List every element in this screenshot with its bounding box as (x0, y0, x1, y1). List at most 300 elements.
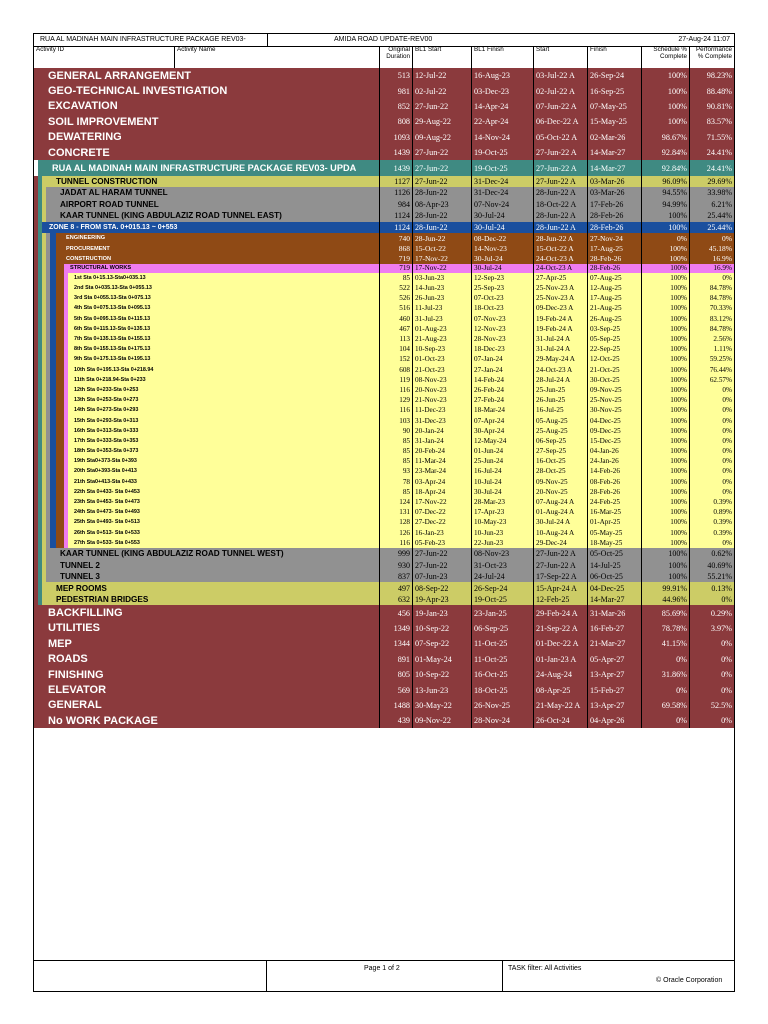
cell-blf: 28-Mar-23 (471, 497, 533, 507)
cell-bls: 09-Aug-22 (412, 130, 471, 145)
table-row-wbs3[interactable] (34, 210, 734, 222)
cell-f: 07-May-25 (587, 99, 641, 114)
activity-name: TUNNEL 2 (60, 560, 100, 570)
cell-sc: 100% (641, 517, 689, 527)
cell-sc: 100% (641, 395, 689, 405)
cell-bls: 11-Jul-23 (412, 303, 471, 313)
cell-blf: 23-Jan-25 (471, 605, 533, 620)
cell-f: 27-Nov-24 (587, 233, 641, 243)
table-row-wbs2[interactable] (34, 176, 734, 188)
activity-name: CONCRETE (48, 146, 110, 159)
cell-dur: 104 (379, 344, 412, 354)
cell-f: 21-Mar-27 (587, 636, 641, 651)
cell-dur: 113 (379, 334, 412, 344)
cell-bls: 03-Apr-24 (412, 477, 471, 487)
col-activity-id[interactable]: Activity ID (36, 46, 64, 53)
cell-f: 12-Aug-25 (587, 283, 641, 293)
cell-pc: 16.9% (689, 254, 734, 264)
cell-sc: 100% (641, 405, 689, 415)
table-row-task[interactable] (34, 324, 734, 334)
col-finish[interactable]: Finish (587, 46, 641, 68)
cell-f: 21-Aug-25 (587, 303, 641, 313)
table-row-task[interactable] (34, 426, 734, 436)
table-row-wbs1[interactable] (34, 605, 734, 620)
cell-sc: 0% (641, 652, 689, 667)
cell-bls: 31-Jan-24 (412, 436, 471, 446)
cell-pc: 0% (689, 594, 734, 606)
cell-sc: 100% (641, 507, 689, 517)
cell-s: 17-Sep-22 A (533, 571, 587, 583)
cell-dur: 131 (379, 507, 412, 517)
cell-pc: 0% (689, 395, 734, 405)
table-row-task[interactable] (34, 527, 734, 537)
column-divider (379, 728, 380, 960)
cell-bls: 12-Jul-22 (412, 68, 471, 83)
col-duration[interactable]: Original Duration (379, 46, 412, 68)
cell-dur: 984 (379, 199, 412, 211)
cell-pc: 0% (689, 273, 734, 283)
cell-dur: 129 (379, 395, 412, 405)
cell-f: 28-Feb-26 (587, 487, 641, 497)
cell-f: 31-Mar-26 (587, 605, 641, 620)
table-row-task[interactable] (34, 344, 734, 354)
cell-bls: 07-Dec-22 (412, 507, 471, 517)
cell-f: 16-Mar-25 (587, 507, 641, 517)
cell-f: 04-Dec-25 (587, 582, 641, 594)
cell-dur: 930 (379, 559, 412, 571)
cell-s: 29-Feb-24 A (533, 605, 587, 620)
cell-dur: 90 (379, 426, 412, 436)
activity-name: PEDESTRIAN BRIDGES (56, 595, 149, 605)
activity-name: ZONE 8 - FROM STA. 0+015.13 ~ 0+553 (49, 223, 178, 231)
cell-f: 09-Nov-25 (587, 385, 641, 395)
table-row-wbs3[interactable] (34, 559, 734, 571)
cell-blf: 07-Nov-24 (471, 199, 533, 211)
activity-name: 6th Sta 0+115.13-Sta 0+135.13 (74, 325, 151, 332)
cell-s: 27-Jun-22 A (533, 160, 587, 175)
filter-label: TASK filter: All Activities (508, 965, 582, 972)
cell-pc: 0% (689, 652, 734, 667)
cell-dur: 456 (379, 605, 412, 620)
cell-blf: 31-Dec-24 (471, 187, 533, 199)
cell-dur: 1127 (379, 176, 412, 188)
cell-dur: 460 (379, 314, 412, 324)
cell-sc: 100% (641, 446, 689, 456)
table-row-task[interactable] (34, 405, 734, 415)
cell-dur: 526 (379, 293, 412, 303)
cell-dur: 85 (379, 487, 412, 497)
page-number: Page 1 of 2 (364, 965, 400, 972)
cell-pc: 0.13% (689, 582, 734, 594)
cell-sc: 100% (641, 487, 689, 497)
cell-sc: 94.55% (641, 187, 689, 199)
table-row-project[interactable] (34, 160, 734, 175)
table-row-wbs2[interactable] (34, 582, 734, 594)
cell-pc: 0.39% (689, 497, 734, 507)
table-row-wbs1[interactable] (34, 667, 734, 682)
cell-s: 28-Jun-22 A (533, 233, 587, 243)
activity-name: 4th Sta 0+075.13-Sta 0+095.13 (74, 305, 151, 312)
table-row-task[interactable] (34, 293, 734, 303)
cell-blf: 19-Oct-25 (471, 145, 533, 160)
cell-sc: 100% (641, 436, 689, 446)
table-row-task[interactable] (34, 487, 734, 497)
cell-pc: 40.69% (689, 559, 734, 571)
cell-bls: 28-Jun-22 (412, 187, 471, 199)
cell-pc: 0.39% (689, 527, 734, 537)
cell-sc: 100% (641, 210, 689, 222)
cell-s: 12-Feb-25 (533, 594, 587, 606)
cell-pc: 0.39% (689, 517, 734, 527)
cell-pc: 16.9% (689, 264, 734, 273)
cell-pc: 0% (689, 436, 734, 446)
cell-dur: 85 (379, 456, 412, 466)
cell-pc: 0% (689, 487, 734, 497)
cell-pc: 0.62% (689, 548, 734, 560)
activity-name: FINISHING (48, 668, 104, 681)
cell-dur: 85 (379, 273, 412, 283)
cell-s: 29-Dec-24 (533, 538, 587, 548)
cell-dur: 852 (379, 99, 412, 114)
cell-blf: 07-Jan-24 (471, 354, 533, 364)
cell-bls: 21-Oct-23 (412, 364, 471, 374)
cell-dur: 891 (379, 652, 412, 667)
table-row-zone[interactable] (34, 222, 734, 234)
column-header (34, 46, 734, 69)
cell-f: 16-Sep-25 (587, 83, 641, 98)
activity-name: 5th Sta 0+095.13-Sta 0+115.13 (74, 315, 151, 322)
cell-f: 17-Aug-25 (587, 293, 641, 303)
cell-bls: 10-Sep-22 (412, 667, 471, 682)
cell-dur: 805 (379, 667, 412, 682)
cell-s: 28-Jun-22 A (533, 187, 587, 199)
table-row-wbs3[interactable] (34, 571, 734, 583)
activity-name: 26th Sta 0+513- Sta 0+533 (74, 529, 140, 536)
cell-sc: 100% (641, 477, 689, 487)
cell-pc: 0.29% (689, 605, 734, 620)
table-row-task[interactable] (34, 273, 734, 283)
cell-dur: 513 (379, 68, 412, 83)
cell-pc: 1.11% (689, 344, 734, 354)
cell-s: 26-Oct-24 (533, 713, 587, 728)
column-divider (587, 728, 588, 960)
cell-blf: 28-Nov-23 (471, 334, 533, 344)
table-row-task[interactable] (34, 385, 734, 395)
activity-name: 16th Sta 0+313-Sta 0+333 (74, 427, 139, 434)
cell-blf: 30-Jul-24 (471, 264, 533, 273)
cell-bls: 01-Oct-23 (412, 354, 471, 364)
table-row-group[interactable] (34, 254, 734, 264)
cell-f: 25-Nov-25 (587, 395, 641, 405)
cell-s: 27-Jun-22 A (533, 559, 587, 571)
cell-s: 05-Oct-22 A (533, 130, 587, 145)
cell-blf: 03-Dec-23 (471, 83, 533, 98)
cell-dur: 868 (379, 243, 412, 253)
table-row-task[interactable] (34, 303, 734, 313)
cell-sc: 100% (641, 68, 689, 83)
cell-s: 21-Sep-22 A (533, 621, 587, 636)
cell-dur: 103 (379, 415, 412, 425)
table-row-wbs1[interactable] (34, 713, 734, 728)
table-row-group[interactable] (34, 243, 734, 253)
cell-f: 06-Oct-25 (587, 571, 641, 583)
cell-dur: 999 (379, 548, 412, 560)
cell-dur: 119 (379, 375, 412, 385)
activity-name: 15th Sta 0+293-Sta 0+313 (74, 417, 139, 424)
cell-sc: 92.84% (641, 160, 689, 175)
cell-pc: 98.23% (689, 68, 734, 83)
cell-blf: 27-Feb-24 (471, 395, 533, 405)
table-row-task[interactable] (34, 456, 734, 466)
cell-dur: 497 (379, 582, 412, 594)
cell-pc: 0.89% (689, 507, 734, 517)
cell-s: 28-Jun-22 A (533, 210, 587, 222)
cell-bls: 08-Nov-23 (412, 375, 471, 385)
cell-dur: 719 (379, 254, 412, 264)
cell-f: 13-Apr-27 (587, 698, 641, 713)
cell-f: 15-May-25 (587, 114, 641, 129)
cell-blf: 14-Feb-24 (471, 375, 533, 385)
col-activity-name[interactable]: Activity Name (174, 46, 379, 68)
table-row-wbs1[interactable] (34, 99, 734, 114)
table-row-task[interactable] (34, 415, 734, 425)
cell-s: 15-Oct-22 A (533, 243, 587, 253)
activity-name: AIRPORT ROAD TUNNEL (60, 199, 159, 209)
cell-bls: 05-Feb-23 (412, 538, 471, 548)
cell-f: 30-Oct-25 (587, 375, 641, 385)
cell-blf: 31-Oct-23 (471, 559, 533, 571)
cell-blf: 10-Jun-23 (471, 527, 533, 537)
cell-dur: 981 (379, 83, 412, 98)
cell-bls: 17-Nov-22 (412, 497, 471, 507)
cell-f: 01-Apr-25 (587, 517, 641, 527)
cell-f: 26-Sep-24 (587, 68, 641, 83)
cell-s: 28-Jul-24 A (533, 375, 587, 385)
table-row-wbs1[interactable] (34, 621, 734, 636)
cell-sc: 0% (641, 233, 689, 243)
table-row-task[interactable] (34, 334, 734, 344)
cell-s: 06-Dec-22 A (533, 114, 587, 129)
table-row-wbs3[interactable] (34, 199, 734, 211)
cell-f: 09-Dec-25 (587, 426, 641, 436)
cell-sc: 31.86% (641, 667, 689, 682)
cell-dur: 808 (379, 114, 412, 129)
table-row-task[interactable] (34, 314, 734, 324)
cell-s: 20-Nov-25 (533, 487, 587, 497)
cell-bls: 20-Jan-24 (412, 426, 471, 436)
col-bl-finish[interactable]: BL1 Finish (471, 46, 533, 68)
cell-f: 15-Dec-25 (587, 436, 641, 446)
cell-s: 01-Jan-23 A (533, 652, 587, 667)
activity-name: ENGINEERING (66, 235, 106, 242)
activity-name: PROCUREMENT (66, 245, 110, 252)
cell-pc: 0% (689, 713, 734, 728)
cell-f: 14-Feb-26 (587, 466, 641, 476)
cell-bls: 29-Aug-22 (412, 114, 471, 129)
activity-name: 1st Sta 0+15.13-Sta0+035.13 (74, 274, 146, 281)
cell-pc: 2.56% (689, 334, 734, 344)
cell-blf: 12-May-24 (471, 436, 533, 446)
table-row-wbs1[interactable] (34, 68, 734, 83)
col-performance-pct[interactable]: Performance % Complete (689, 46, 734, 68)
cell-sc: 100% (641, 254, 689, 264)
cell-sc: 94.99% (641, 199, 689, 211)
cell-bls: 28-Jun-22 (412, 222, 471, 234)
table-row-task[interactable] (34, 354, 734, 364)
table-row-task[interactable] (34, 446, 734, 456)
cell-s: 25-Aug-25 (533, 426, 587, 436)
table-row-structural[interactable] (34, 264, 734, 273)
cell-sc: 100% (641, 466, 689, 476)
activity-name: GENERAL (48, 699, 102, 712)
table-row-task[interactable] (34, 507, 734, 517)
table-row-wbs1[interactable] (34, 145, 734, 160)
cell-s: 15-Apr-24 A (533, 582, 587, 594)
cell-bls: 27-Jun-22 (412, 176, 471, 188)
cell-dur: 740 (379, 233, 412, 243)
activity-name: 14th Sta 0+273-Sta 0+293 (74, 407, 139, 414)
cell-f: 14-Mar-27 (587, 594, 641, 606)
cell-bls: 21-Aug-23 (412, 334, 471, 344)
cell-pc: 0% (689, 466, 734, 476)
col-start[interactable]: Start (533, 46, 587, 68)
cell-bls: 31-Dec-23 (412, 415, 471, 425)
cell-s: 01-Dec-22 A (533, 636, 587, 651)
cell-f: 28-Feb-26 (587, 264, 641, 273)
table-row-task[interactable] (34, 364, 734, 374)
layout-title: AMIDA ROAD UPDATE-REV00 (334, 36, 433, 43)
table-row-wbs1[interactable] (34, 130, 734, 145)
cell-bls: 09-Nov-22 (412, 713, 471, 728)
cell-sc: 41.15% (641, 636, 689, 651)
table-row-group[interactable] (34, 233, 734, 243)
cell-bls: 26-Jun-23 (412, 293, 471, 303)
col-schedule-pct[interactable]: Schedule % Complete (641, 46, 689, 68)
activity-name: 25th Sta 0+493- Sta 0+513 (74, 519, 140, 526)
table-row-wbs3[interactable] (34, 548, 734, 560)
activity-name: ELEVATOR (48, 684, 107, 696)
table-row-wbs3[interactable] (34, 187, 734, 199)
cell-blf: 16-Oct-25 (471, 667, 533, 682)
cell-bls: 20-Nov-23 (412, 385, 471, 395)
cell-blf: 18-Mar-24 (471, 405, 533, 415)
cell-bls: 30-May-22 (412, 698, 471, 713)
cell-blf: 16-Jul-24 (471, 466, 533, 476)
table-row-task[interactable] (34, 283, 734, 293)
table-row-task[interactable] (34, 538, 734, 548)
activity-name: EXCAVATION (48, 100, 118, 113)
cell-f: 21-Oct-25 (587, 364, 641, 374)
cell-sc: 92.84% (641, 145, 689, 160)
table-row-wbs1[interactable] (34, 636, 734, 651)
cell-dur: 93 (379, 466, 412, 476)
cell-blf: 16-Aug-23 (471, 68, 533, 83)
cell-f: 14-Jul-25 (587, 559, 641, 571)
cell-pc: 0% (689, 405, 734, 415)
cell-sc: 69.58% (641, 698, 689, 713)
cell-blf: 07-Apr-24 (471, 415, 533, 425)
table-row-wbs1[interactable] (34, 83, 734, 98)
table-row-wbs1[interactable] (34, 652, 734, 667)
cell-blf: 27-Jan-24 (471, 364, 533, 374)
cell-dur: 1439 (379, 145, 412, 160)
cell-pc: 70.33% (689, 303, 734, 313)
cell-s: 24-Oct-23 A (533, 264, 587, 273)
table-row-wbs1[interactable] (34, 682, 734, 697)
cell-dur: 128 (379, 517, 412, 527)
table-row-task[interactable] (34, 517, 734, 527)
col-bl-start[interactable]: BL1 Start (412, 46, 471, 68)
activity-name: BACKFILLING (48, 607, 123, 620)
cell-sc: 99.91% (641, 582, 689, 594)
cell-dur: 1349 (379, 621, 412, 636)
table-row-task[interactable] (34, 395, 734, 405)
cell-sc: 78.78% (641, 621, 689, 636)
cell-pc: 0% (689, 446, 734, 456)
cell-dur: 608 (379, 364, 412, 374)
cell-s: 16-Oct-25 (533, 456, 587, 466)
activity-name: GENERAL ARRANGEMENT (48, 69, 192, 82)
cell-bls: 11-Dec-23 (412, 405, 471, 415)
cell-s: 09-Nov-25 (533, 477, 587, 487)
cell-dur: 116 (379, 385, 412, 395)
cell-dur: 719 (379, 264, 412, 273)
cell-pc: 71.55% (689, 130, 734, 145)
table-row-task[interactable] (34, 466, 734, 476)
column-divider (412, 728, 413, 960)
cell-blf: 26-Feb-24 (471, 385, 533, 395)
table-row-task[interactable] (34, 477, 734, 487)
cell-f: 05-Apr-27 (587, 652, 641, 667)
cell-blf: 30-Jul-24 (471, 487, 533, 497)
cell-pc: 0% (689, 233, 734, 243)
cell-sc: 100% (641, 571, 689, 583)
cell-bls: 31-Jul-23 (412, 314, 471, 324)
table-row-task[interactable] (34, 436, 734, 446)
activity-name: MEP (48, 637, 72, 650)
cell-bls: 10-Sep-23 (412, 344, 471, 354)
cell-dur: 116 (379, 538, 412, 548)
cell-bls: 16-Jan-23 (412, 527, 471, 537)
table-row-wbs1[interactable] (34, 698, 734, 713)
cell-dur: 467 (379, 324, 412, 334)
cell-f: 04-Jan-26 (587, 446, 641, 456)
cell-bls: 01-May-24 (412, 652, 471, 667)
cell-blf: 10-Jul-24 (471, 477, 533, 487)
table-row-task[interactable] (34, 375, 734, 385)
cell-f: 12-Oct-25 (587, 354, 641, 364)
cell-blf: 18-Oct-23 (471, 303, 533, 313)
cell-dur: 632 (379, 594, 412, 606)
cell-pc: 0% (689, 538, 734, 548)
table-row-wbs1[interactable] (34, 114, 734, 129)
cell-sc: 100% (641, 497, 689, 507)
cell-blf: 30-Jul-24 (471, 254, 533, 264)
table-row-wbs2[interactable] (34, 594, 734, 606)
cell-s: 27-Jun-22 A (533, 548, 587, 560)
table-row-task[interactable] (34, 497, 734, 507)
cell-pc: 3.97% (689, 621, 734, 636)
cell-blf: 08-Dec-22 (471, 233, 533, 243)
activity-name: GEO-TECHNICAL INVESTIGATION (48, 85, 228, 98)
cell-blf: 30-Jul-24 (471, 210, 533, 222)
cell-sc: 0% (641, 713, 689, 728)
column-divider (641, 728, 642, 960)
cell-f: 04-Dec-25 (587, 415, 641, 425)
cell-bls: 27-Jun-22 (412, 160, 471, 175)
cell-bls: 14-Jun-23 (412, 283, 471, 293)
cell-dur: 124 (379, 497, 412, 507)
